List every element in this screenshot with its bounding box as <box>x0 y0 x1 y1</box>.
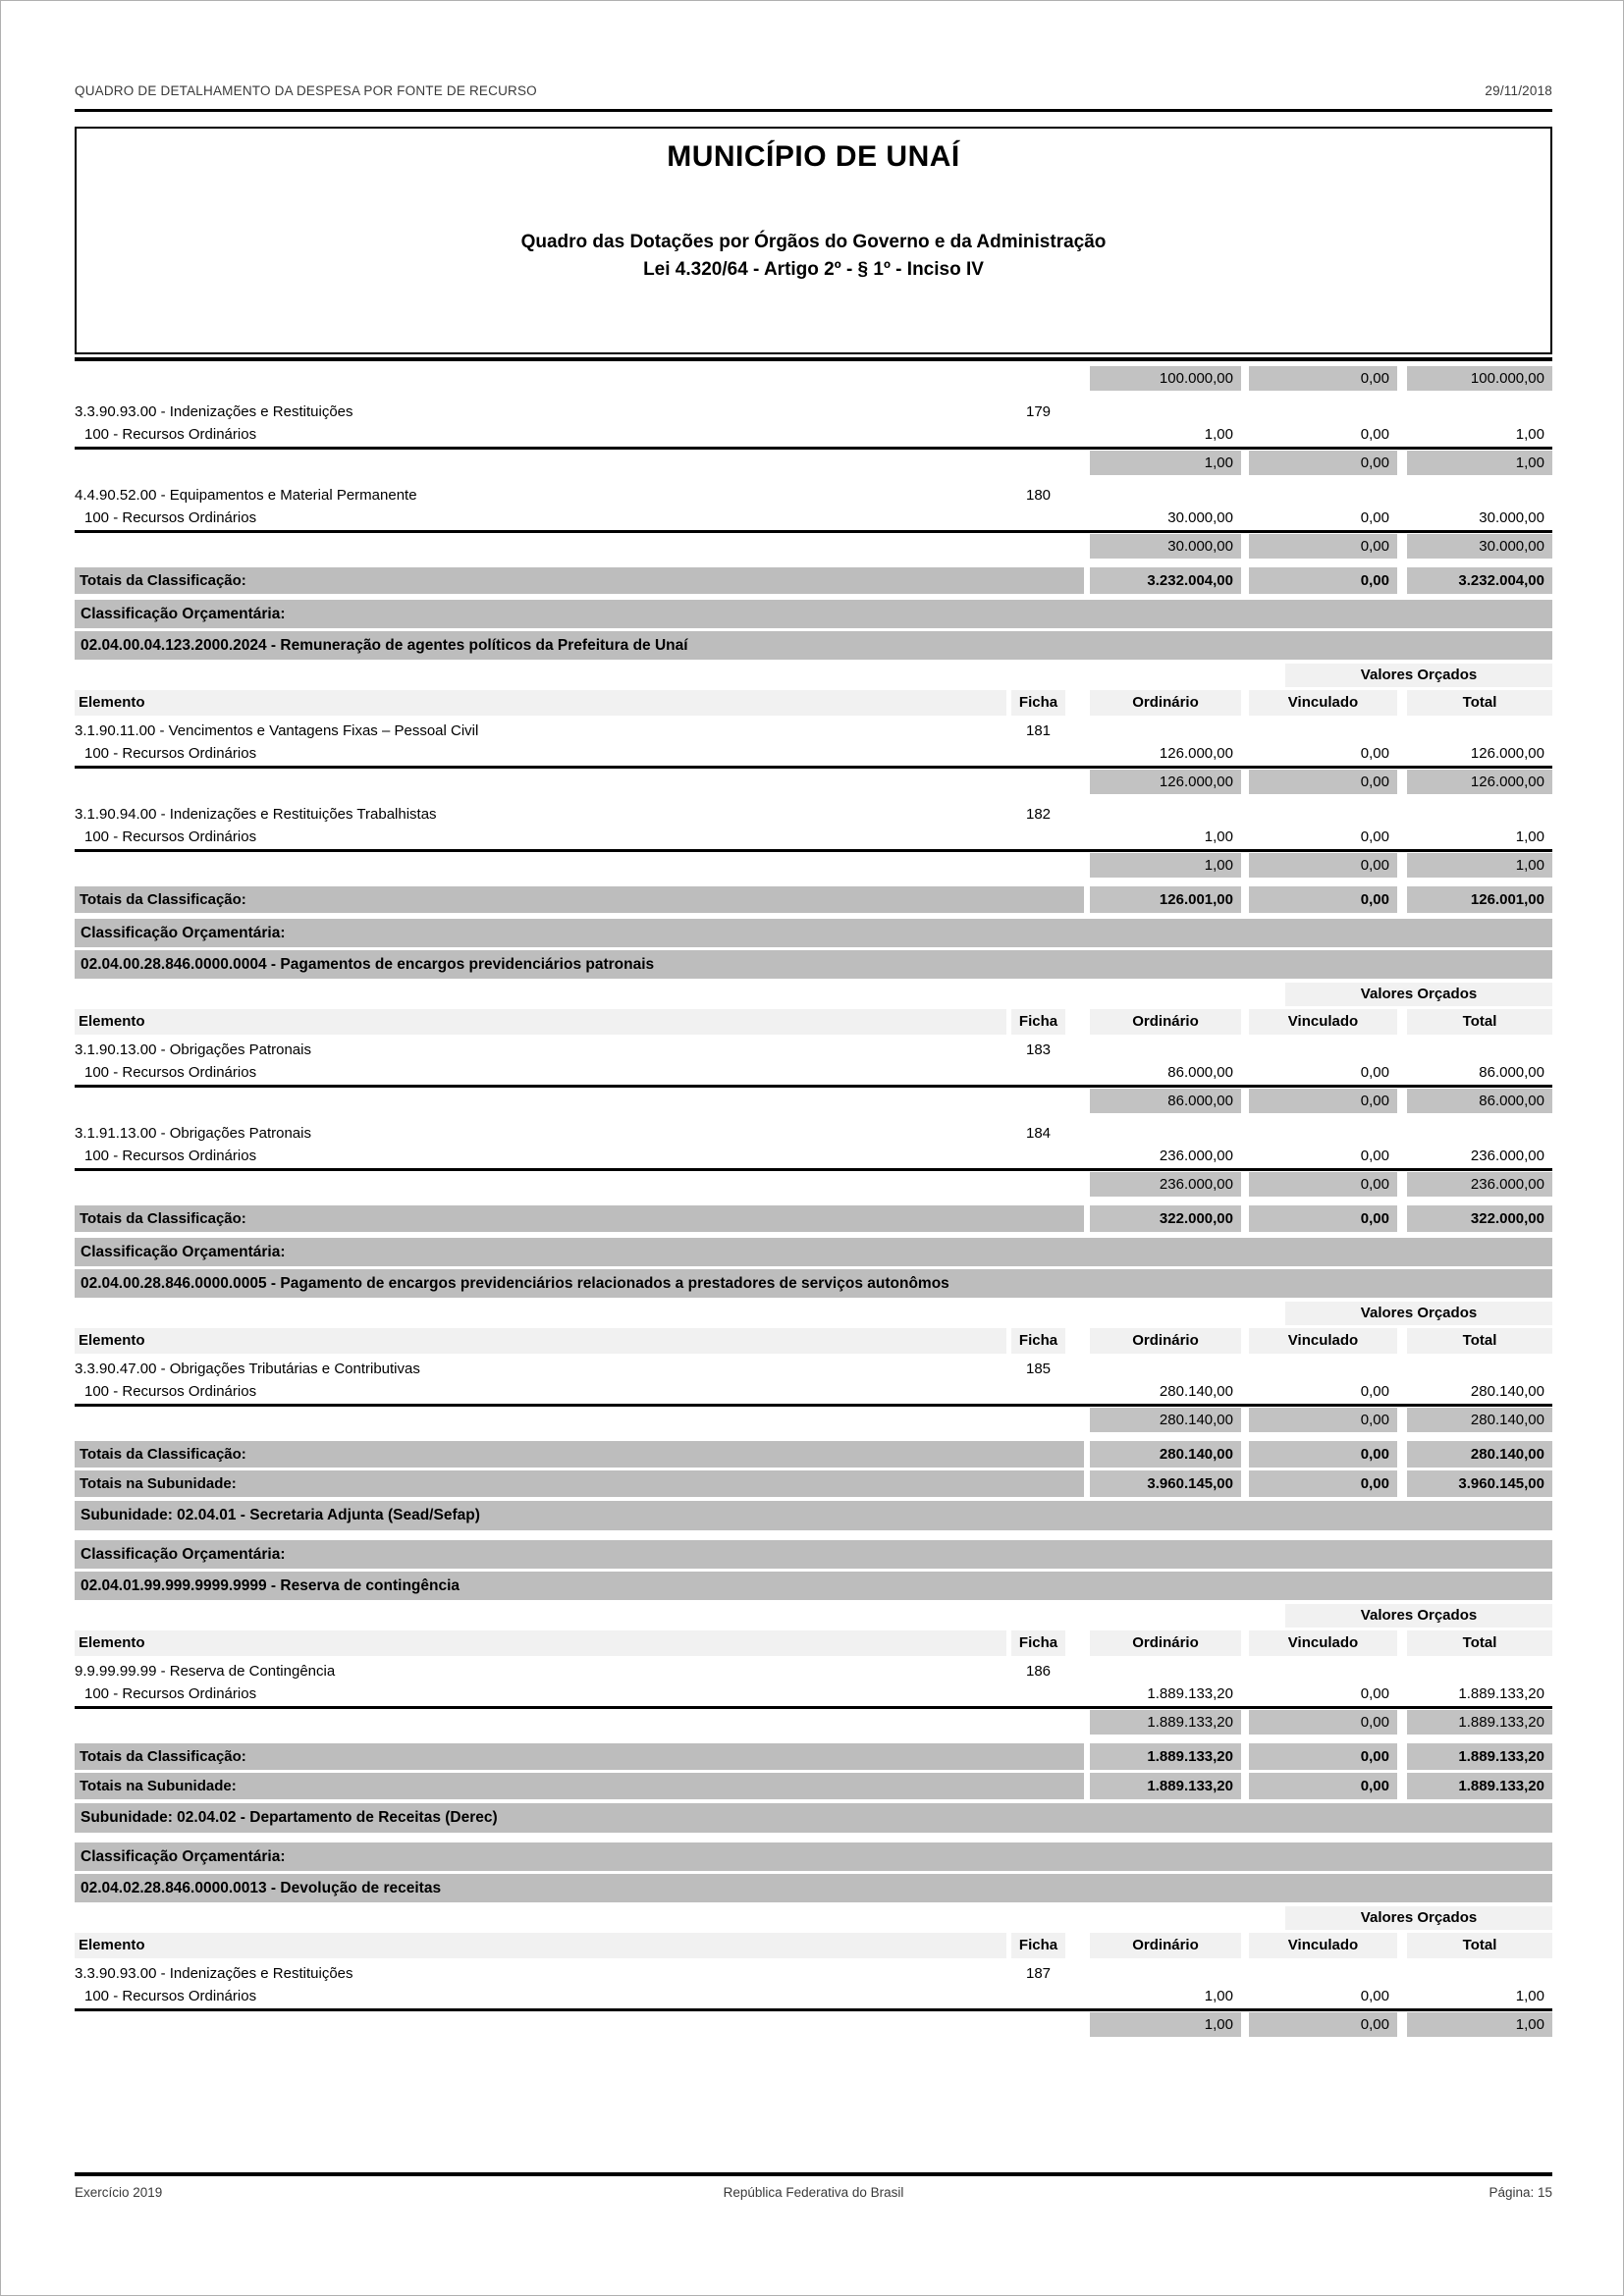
element-block <box>75 1358 1552 1432</box>
element-subtotal-row <box>75 1408 1552 1432</box>
col-header-vinculado: Vinculado <box>1249 1933 1397 1958</box>
total-value: 322.000,00 <box>1407 1205 1552 1232</box>
element-divider-rule <box>75 530 1552 533</box>
classification-label: Classificação Orçamentária: <box>75 1540 1552 1569</box>
classification-section-band <box>75 1842 1552 1902</box>
ordinario-value: 1.889.133,20 <box>1090 1743 1241 1770</box>
ordinario-value: 1,00 <box>1204 828 1233 845</box>
element-code-name: 3.1.90.13.00 - Obrigações Patronais <box>75 1041 311 1058</box>
resource-source-row <box>75 1682 1552 1705</box>
title-box-rule <box>75 357 1552 361</box>
element-row <box>75 1962 1552 1985</box>
subunit-totals-row <box>75 1470 1552 1497</box>
element-subtotal-row <box>75 451 1552 475</box>
vinculado-value: 0,00 <box>1249 451 1397 475</box>
col-header-ficha: Ficha <box>1011 1630 1065 1656</box>
col-header-elemento: Elemento <box>75 1328 1006 1354</box>
ordinario-value: 30.000,00 <box>1090 534 1241 559</box>
element-subtotal-row <box>75 1172 1552 1197</box>
total-value: 1.889.133,20 <box>1407 1773 1552 1799</box>
ordinario-value: 1.889.133,20 <box>1090 1710 1241 1735</box>
resource-source-row <box>75 1061 1552 1084</box>
classification-totals-row <box>75 567 1552 594</box>
total-value: 1,00 <box>1515 426 1544 443</box>
element-row <box>75 803 1552 826</box>
col-header-ordinario: Ordinário <box>1090 1009 1241 1035</box>
col-header-ficha: Ficha <box>1011 1009 1065 1035</box>
vinculado-value: 0,00 <box>1249 534 1397 559</box>
col-header-vinculado: Vinculado <box>1249 1630 1397 1656</box>
col-header-ordinario: Ordinário <box>1090 1933 1241 1958</box>
valores-orcados-row <box>75 1302 1552 1325</box>
total-value: 126.000,00 <box>1470 745 1544 762</box>
valores-orcados-header: Valores Orçados <box>1285 1302 1552 1325</box>
ordinario-value: 322.000,00 <box>1090 1205 1241 1232</box>
ficha-number: 181 <box>1025 722 1052 739</box>
ficha-number: 182 <box>1025 806 1052 823</box>
col-header-ficha: Ficha <box>1011 1933 1065 1958</box>
col-header-total: Total <box>1407 1630 1552 1656</box>
resource-source-row <box>75 1985 1552 2007</box>
totals-label: Totais na Subunidade: <box>75 1773 1084 1799</box>
classification-totals-row <box>75 886 1552 913</box>
element-divider-rule <box>75 1168 1552 1171</box>
subtitle-line-1: Quadro das Dotações por Órgãos do Governo e da Administração <box>520 232 1107 252</box>
footer-exercise: Exercício 2019 <box>75 2185 163 2200</box>
totals-label: Totais na Subunidade: <box>75 1470 1084 1497</box>
header-rule <box>75 109 1552 112</box>
total-value: 1,00 <box>1407 853 1552 878</box>
valores-orcados-header: Valores Orçados <box>1285 983 1552 1006</box>
element-divider-rule <box>75 447 1552 450</box>
element-divider-rule <box>75 1085 1552 1088</box>
resource-source-row <box>75 826 1552 848</box>
col-header-ficha: Ficha <box>1011 1328 1065 1354</box>
total-value: 3.960.145,00 <box>1407 1470 1552 1497</box>
element-subtotal-row <box>75 1710 1552 1735</box>
col-header-elemento: Elemento <box>75 1009 1006 1035</box>
element-row <box>75 484 1552 507</box>
element-subtotal-row <box>75 2012 1552 2037</box>
resource-source-label: 100 - Recursos Ordinários <box>84 1988 257 2004</box>
total-value: 1.889.133,20 <box>1407 1743 1552 1770</box>
ordinario-value: 1,00 <box>1204 1988 1233 2004</box>
vinculado-value: 0,00 <box>1249 1743 1397 1770</box>
vinculado-value: 0,00 <box>1249 770 1397 794</box>
report-date: 29/11/2018 <box>1485 83 1552 98</box>
classification-label: Classificação Orçamentária: <box>75 1842 1552 1871</box>
element-code-name: 3.1.90.94.00 - Indenizações e Restituições Trabalhistas <box>75 806 437 823</box>
total-value: 280.140,00 <box>1407 1408 1552 1432</box>
element-code-name: 4.4.90.52.00 - Equipamentos e Material Permanente <box>75 487 417 504</box>
element-block <box>75 484 1552 559</box>
ficha-number: 179 <box>1025 403 1052 420</box>
resource-source-label: 100 - Recursos Ordinários <box>84 745 257 762</box>
ordinario-value: 1,00 <box>1090 2012 1241 2037</box>
valores-orcados-row <box>75 1906 1552 1930</box>
report-subtitle <box>77 229 1550 284</box>
vinculado-value: 0,00 <box>1360 828 1389 845</box>
col-header-ficha: Ficha <box>1011 690 1065 716</box>
vinculado-value: 0,00 <box>1249 1470 1397 1497</box>
total-value: 100.000,00 <box>1407 366 1552 391</box>
classification-code: 02.04.02.28.846.0000.0013 - Devolução de receitas <box>75 1874 1552 1902</box>
ordinario-value: 1,00 <box>1090 451 1241 475</box>
ordinario-value: 126.001,00 <box>1090 886 1241 913</box>
subunit-band: Subunidade: 02.04.01 - Secretaria Adjunta (Sead/Sefap) <box>75 1501 1552 1530</box>
totals-label: Totais da Classificação: <box>75 1205 1084 1232</box>
footer-rule <box>75 2172 1552 2176</box>
valores-orcados-header: Valores Orçados <box>1285 1906 1552 1930</box>
ficha-number: 184 <box>1025 1125 1052 1142</box>
total-value: 280.140,00 <box>1407 1441 1552 1468</box>
element-divider-rule <box>75 2008 1552 2011</box>
ficha-number: 185 <box>1025 1361 1052 1377</box>
column-header-row <box>75 1328 1552 1354</box>
column-header-row <box>75 1933 1552 1958</box>
element-subtotal-row <box>75 853 1552 878</box>
valores-orcados-row <box>75 983 1552 1006</box>
ordinario-value: 126.000,00 <box>1090 770 1241 794</box>
totals-label: Totais da Classificação: <box>75 567 1084 594</box>
footer-country: República Federativa do Brasil <box>723 2185 904 2200</box>
vinculado-value: 0,00 <box>1249 567 1397 594</box>
col-header-vinculado: Vinculado <box>1249 690 1397 716</box>
element-block <box>75 1660 1552 1735</box>
ordinario-value: 236.000,00 <box>1090 1172 1241 1197</box>
col-header-elemento: Elemento <box>75 690 1006 716</box>
total-value: 30.000,00 <box>1479 509 1544 526</box>
col-header-vinculado: Vinculado <box>1249 1328 1397 1354</box>
resource-source-label: 100 - Recursos Ordinários <box>84 1064 257 1081</box>
vinculado-value: 0,00 <box>1360 745 1389 762</box>
resource-source-label: 100 - Recursos Ordinários <box>84 509 257 526</box>
vinculado-value: 0,00 <box>1249 1710 1397 1735</box>
total-value: 280.140,00 <box>1470 1383 1544 1400</box>
subunit-band: Subunidade: 02.04.02 - Departamento de Receitas (Derec) <box>75 1803 1552 1833</box>
ordinario-value: 3.960.145,00 <box>1090 1470 1241 1497</box>
col-header-elemento: Elemento <box>75 1933 1006 1958</box>
vinculado-value: 0,00 <box>1360 1148 1389 1164</box>
resource-source-row <box>75 1145 1552 1167</box>
col-header-ordinario: Ordinário <box>1090 1630 1241 1656</box>
table-head <box>75 1906 1552 1958</box>
resource-source-row <box>75 742 1552 765</box>
total-value: 1.889.133,20 <box>1458 1685 1544 1702</box>
resource-source-label: 100 - Recursos Ordinários <box>84 1148 257 1164</box>
total-value: 1,00 <box>1515 1988 1544 2004</box>
ordinario-value: 1,00 <box>1204 426 1233 443</box>
total-value: 86.000,00 <box>1407 1089 1552 1113</box>
total-value: 30.000,00 <box>1407 534 1552 559</box>
element-row <box>75 1039 1552 1061</box>
vinculado-value: 0,00 <box>1249 886 1397 913</box>
element-code-name: 3.3.90.93.00 - Indenizações e Restituições <box>75 1965 353 1982</box>
ordinario-value: 3.232.004,00 <box>1090 567 1241 594</box>
element-subtotal-row <box>75 770 1552 794</box>
vinculado-value: 0,00 <box>1360 1383 1389 1400</box>
col-header-total: Total <box>1407 1009 1552 1035</box>
classification-code: 02.04.00.28.846.0000.0004 - Pagamentos de encargos previdenciários patronais <box>75 950 1552 979</box>
classification-code: 02.04.00.04.123.2000.2024 - Remuneração de agentes políticos da Prefeitura de Unaí <box>75 631 1552 660</box>
element-subtotal-row <box>75 1089 1552 1113</box>
vinculado-value: 0,00 <box>1249 1441 1397 1468</box>
table-head <box>75 1302 1552 1354</box>
col-header-vinculado: Vinculado <box>1249 1009 1397 1035</box>
ordinario-value: 30.000,00 <box>1167 509 1233 526</box>
element-divider-rule <box>75 849 1552 852</box>
valores-orcados-header: Valores Orçados <box>1285 1604 1552 1628</box>
ficha-number: 187 <box>1025 1965 1052 1982</box>
vinculado-value: 0,00 <box>1249 1205 1397 1232</box>
resource-source-label: 100 - Recursos Ordinários <box>84 426 257 443</box>
classification-totals-row <box>75 1205 1552 1232</box>
column-header-row <box>75 1630 1552 1656</box>
element-row <box>75 400 1552 423</box>
vinculado-value: 0,00 <box>1249 1773 1397 1799</box>
total-value: 236.000,00 <box>1470 1148 1544 1164</box>
resource-source-label: 100 - Recursos Ordinários <box>84 828 257 845</box>
element-row <box>75 720 1552 742</box>
vinculado-value: 0,00 <box>1360 509 1389 526</box>
col-header-total: Total <box>1407 690 1552 716</box>
element-block <box>75 1039 1552 1113</box>
table-head <box>75 664 1552 716</box>
element-divider-rule <box>75 1404 1552 1407</box>
total-value: 3.232.004,00 <box>1407 567 1552 594</box>
ordinario-value: 100.000,00 <box>1090 366 1241 391</box>
ficha-number: 180 <box>1025 487 1052 504</box>
title-box <box>75 127 1552 354</box>
ordinario-value: 1.889.133,20 <box>1090 1773 1241 1799</box>
ordinario-value: 1,00 <box>1090 853 1241 878</box>
resource-source-row <box>75 1380 1552 1403</box>
page-footer <box>75 2172 1552 2200</box>
vinculado-value: 0,00 <box>1360 1064 1389 1081</box>
table-head <box>75 983 1552 1035</box>
ordinario-value: 1.889.133,20 <box>1147 1685 1233 1702</box>
ficha-number: 186 <box>1025 1663 1052 1680</box>
totals-label: Totais da Classificação: <box>75 886 1084 913</box>
total-value: 1,00 <box>1407 2012 1552 2037</box>
report-header-title: QUADRO DE DETALHAMENTO DA DESPESA POR FONTE DE RECURSO <box>75 83 537 98</box>
total-value: 126.001,00 <box>1407 886 1552 913</box>
subunit-totals-row <box>75 1773 1552 1799</box>
vinculado-value: 0,00 <box>1249 366 1397 391</box>
col-header-elemento: Elemento <box>75 1630 1006 1656</box>
subtitle-line-2: Lei 4.320/64 - Artigo 2º - § 1º - Inciso IV <box>643 259 984 280</box>
classification-section-band <box>75 1540 1552 1600</box>
total-value: 126.000,00 <box>1407 770 1552 794</box>
classification-label: Classificação Orçamentária: <box>75 919 1552 947</box>
element-block <box>75 1122 1552 1197</box>
col-header-total: Total <box>1407 1328 1552 1354</box>
element-code-name: 3.1.90.11.00 - Vencimentos e Vantagens Fixas – Pessoal Civil <box>75 722 479 739</box>
total-value: 1,00 <box>1515 828 1544 845</box>
element-code-name: 3.3.90.47.00 - Obrigações Tributárias e Contributivas <box>75 1361 420 1377</box>
resource-source-row <box>75 423 1552 446</box>
col-header-ordinario: Ordinário <box>1090 1328 1241 1354</box>
total-value: 236.000,00 <box>1407 1172 1552 1197</box>
classification-totals-row <box>75 1743 1552 1770</box>
classification-section-band <box>75 600 1552 660</box>
resource-source-row <box>75 507 1552 529</box>
element-divider-rule <box>75 766 1552 769</box>
classification-section-band <box>75 1238 1552 1298</box>
column-header-row <box>75 1009 1552 1035</box>
ordinario-value: 86.000,00 <box>1090 1089 1241 1113</box>
element-row <box>75 1122 1552 1145</box>
col-header-total: Total <box>1407 1933 1552 1958</box>
col-header-ordinario: Ordinário <box>1090 690 1241 716</box>
element-block <box>75 400 1552 475</box>
column-header-row <box>75 690 1552 716</box>
classification-label: Classificação Orçamentária: <box>75 600 1552 628</box>
element-code-name: 9.9.99.99.99 - Reserva de Contingência <box>75 1663 336 1680</box>
element-subtotal-row <box>75 534 1552 559</box>
vinculado-value: 0,00 <box>1360 1988 1389 2004</box>
total-value: 1.889.133,20 <box>1407 1710 1552 1735</box>
footer-page-number: Página: 15 <box>1489 2185 1553 2200</box>
element-code-name: 3.3.90.93.00 - Indenizações e Restituições <box>75 403 353 420</box>
total-value: 1,00 <box>1407 451 1552 475</box>
vinculado-value: 0,00 <box>1360 1685 1389 1702</box>
vinculado-value: 0,00 <box>1249 853 1397 878</box>
budget-table <box>75 366 1552 2037</box>
page-header <box>1 1 1623 98</box>
classification-label: Classificação Orçamentária: <box>75 1238 1552 1266</box>
vinculado-value: 0,00 <box>1249 1172 1397 1197</box>
valores-orcados-row <box>75 1604 1552 1628</box>
ordinario-value: 126.000,00 <box>1159 745 1233 762</box>
classification-totals-row <box>75 1441 1552 1468</box>
ordinario-value: 280.140,00 <box>1159 1383 1233 1400</box>
ordinario-value: 86.000,00 <box>1167 1064 1233 1081</box>
element-code-name: 3.1.91.13.00 - Obrigações Patronais <box>75 1125 311 1142</box>
ordinario-value: 280.140,00 <box>1090 1408 1241 1432</box>
element-block <box>75 803 1552 878</box>
totals-label: Totais da Classificação: <box>75 1743 1084 1770</box>
ordinario-value: 280.140,00 <box>1090 1441 1241 1468</box>
totals-label: Totais da Classificação: <box>75 1441 1084 1468</box>
element-row <box>75 1358 1552 1380</box>
classification-section-band <box>75 919 1552 979</box>
resource-source-label: 100 - Recursos Ordinários <box>84 1383 257 1400</box>
vinculado-value: 0,00 <box>1360 426 1389 443</box>
classification-code: 02.04.01.99.999.9999.9999 - Reserva de contingência <box>75 1572 1552 1600</box>
valores-orcados-row <box>75 664 1552 687</box>
element-block <box>75 720 1552 794</box>
vinculado-value: 0,00 <box>1249 2012 1397 2037</box>
vinculado-value: 0,00 <box>1249 1089 1397 1113</box>
element-divider-rule <box>75 1706 1552 1709</box>
element-block <box>75 1962 1552 2037</box>
municipality-title: MUNICÍPIO DE UNAÍ <box>667 140 960 173</box>
element-row <box>75 1660 1552 1682</box>
table-head <box>75 1604 1552 1656</box>
classification-code: 02.04.00.28.846.0000.0005 - Pagamento de encargos previdenciários relacionados a prestadores de serviços autonômos <box>75 1269 1552 1298</box>
resource-source-label: 100 - Recursos Ordinários <box>84 1685 257 1702</box>
vinculado-value: 0,00 <box>1249 1408 1397 1432</box>
ordinario-value: 236.000,00 <box>1159 1148 1233 1164</box>
valores-orcados-header: Valores Orçados <box>1285 664 1552 687</box>
total-value: 86.000,00 <box>1479 1064 1544 1081</box>
ficha-number: 183 <box>1025 1041 1052 1058</box>
carryover-subtotal-row <box>75 366 1552 391</box>
